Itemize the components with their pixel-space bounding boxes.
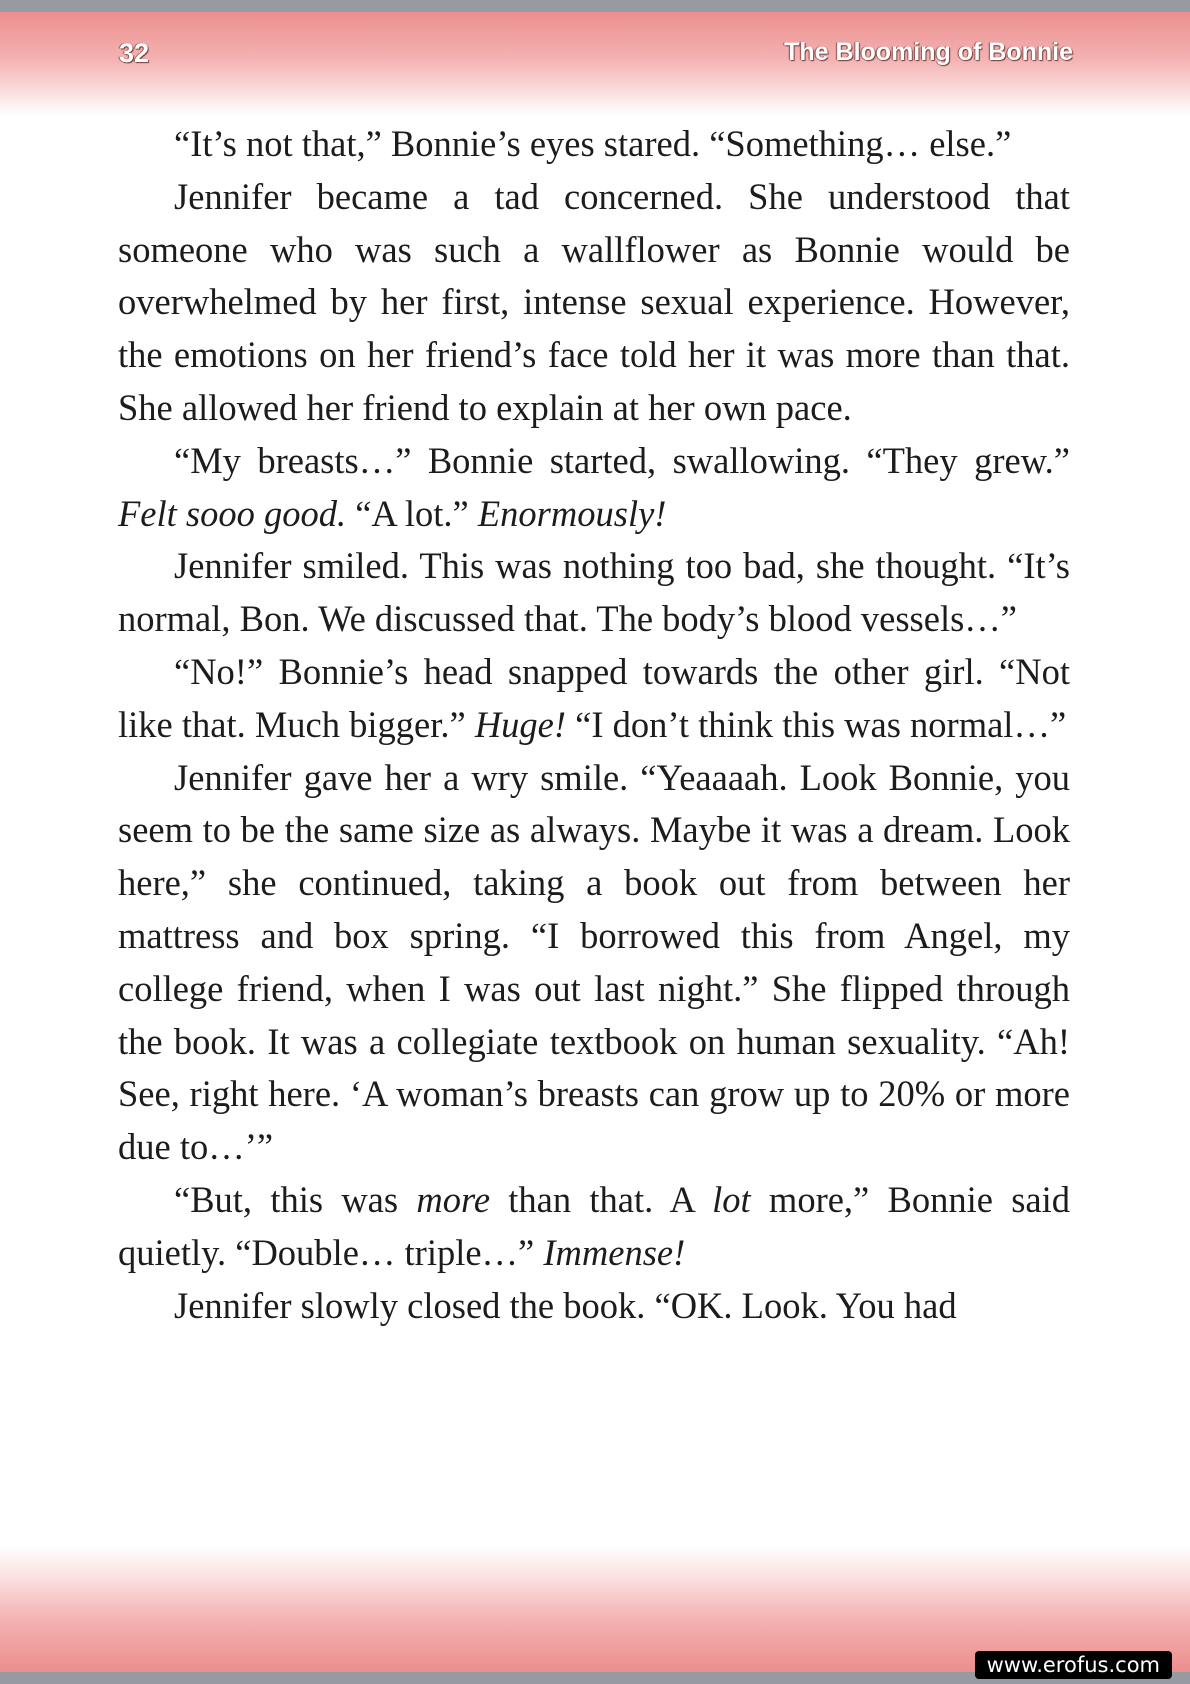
italic-text: lot <box>712 1178 751 1220</box>
text-run: “I don’t think this was normal…” <box>566 703 1067 745</box>
paragraph-4: Jennifer smiled. This was nothing too bad, she thought. “It’s normal, Bon. We discussed that. The body’s blood vessels…” <box>118 545 1070 640</box>
italic-text: Felt sooo good. <box>118 492 347 534</box>
page-number: 32 <box>119 38 150 68</box>
italic-text: Immense! <box>543 1231 686 1273</box>
text-run: more,” Bonnie said quietly. “Double… triple…” <box>118 1178 1071 1273</box>
page-header <box>0 12 1190 116</box>
book-page-text <box>118 118 1070 1332</box>
paragraph-8: Jennifer slowly closed the book. “OK. Look. You had <box>174 1284 957 1326</box>
paragraph-3 <box>118 435 1070 541</box>
paragraph-1: “It’s not that,” Bonnie’s eyes stared. “Something… else.” <box>174 123 1012 164</box>
paragraph-6: Jennifer gave her a wry smile. “Yeaaaah. Look Bonnie, you seem to be the same size as always. Maybe it was a dream. Look here,” she continued, taking a book out from between her mattress and box spring. “I borrowed this from Angel, my college friend, when I was out last night.” She flipped through the book. It was a collegiate textbook on human sexuality. “Ah! See, right here. ‘A woman’s breasts can grow up to 20% or more due to…’” <box>118 756 1070 1168</box>
italic-text: more <box>416 1178 491 1220</box>
running-title: The Blooming of Bonnie <box>784 38 1073 66</box>
watermark-link[interactable]: www.erofus.com <box>975 1651 1172 1679</box>
text-run: “But, this was <box>174 1178 417 1220</box>
paragraph-7 <box>118 1174 1070 1280</box>
text-run: “No!” Bonnie’s head snapped towards the other girl. “Not like that. Much bigger.” <box>118 650 1070 745</box>
text-run: “My breasts…” Bonnie started, swallowing. “They grew.” <box>174 439 1070 481</box>
italic-text: Enormously! <box>477 492 667 534</box>
top-border-strip <box>0 0 1190 12</box>
italic-text: Huge! <box>474 703 567 745</box>
paragraph-5 <box>118 646 1070 752</box>
text-run: than that. A <box>490 1178 713 1220</box>
text-run: “A lot.” <box>346 492 478 534</box>
paragraph-2: Jennifer became a tad concerned. She understood that someone who was such a wallflower as Bonnie would be overwhelmed by her first, intense sexual experience. However, the emotions on her friend’s face told her it was more than that. She allowed her friend to explain at her own pace. <box>118 175 1070 428</box>
